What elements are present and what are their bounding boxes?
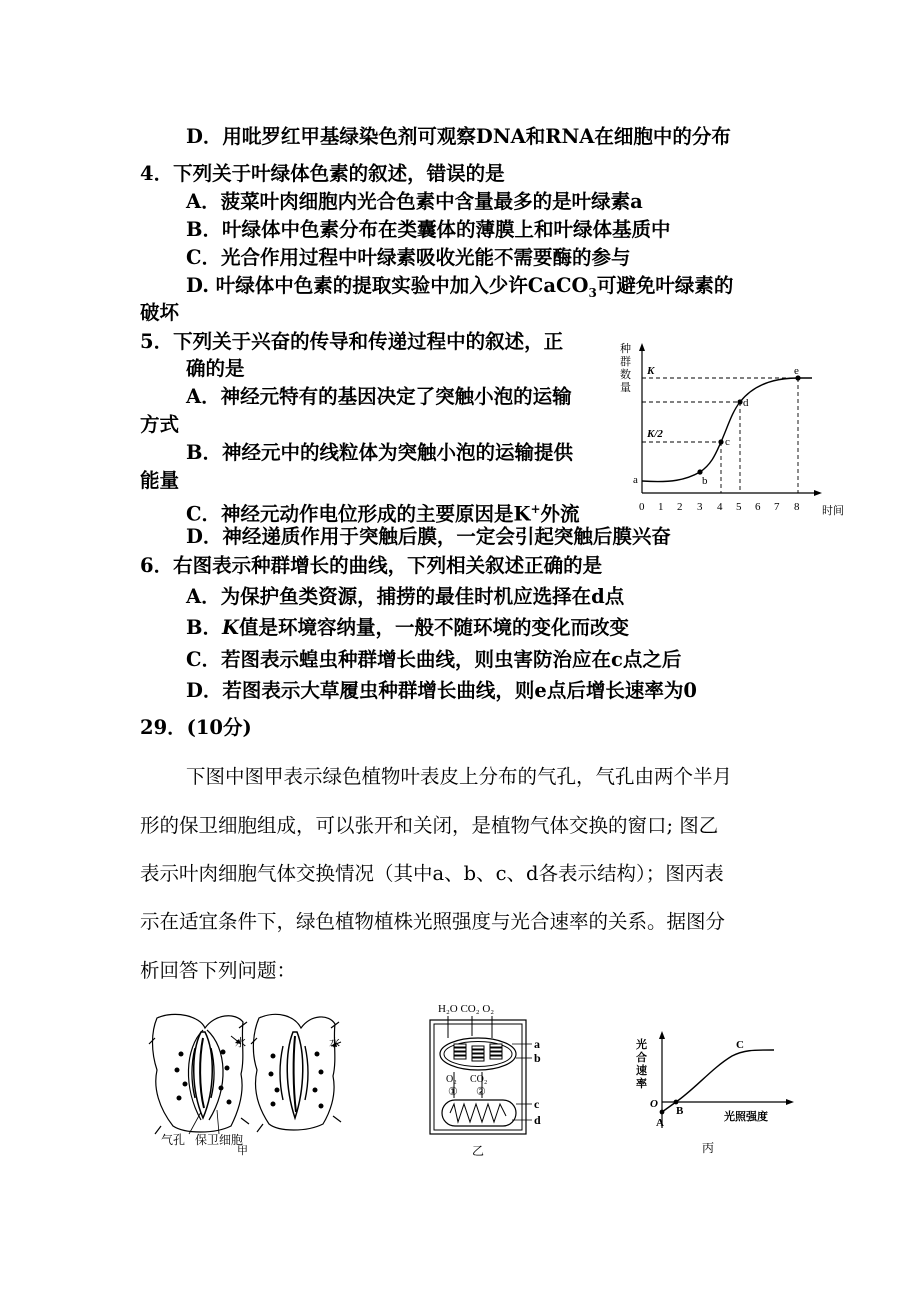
chart-s-curve <box>642 378 812 482</box>
chart-point-d <box>737 399 742 404</box>
q5-option-a-line1: A．神经元特有的基因决定了突触小泡的运输 <box>186 385 572 408</box>
q4-option-d-subscript: 3 <box>588 285 597 300</box>
chart-xtick: 7 <box>774 501 780 513</box>
stomata-right <box>251 1014 341 1132</box>
figure-yi-caption: 乙 <box>472 1144 485 1158</box>
q5-option-c-text-2: 外流 <box>540 502 580 526</box>
bing-y-arrow <box>659 1031 665 1039</box>
bing-x-arrow <box>786 1099 794 1105</box>
yi-co2: CO₂ <box>470 1074 488 1085</box>
bing-ylabel-char-1: 光 <box>636 1039 647 1051</box>
chart-k-label: K <box>647 365 655 377</box>
q4-option-d-continued: 破坏 <box>140 301 180 324</box>
bing-ylabel-char-3: 速 <box>636 1065 647 1077</box>
bing-ylabel-char-4: 率 <box>636 1078 647 1090</box>
q4-option-b: B．叶绿体中色素分布在类囊体的薄膜上和叶绿体基质中 <box>186 218 671 241</box>
chart-point-c <box>718 439 723 444</box>
q29-paragraph-line2: 形的保卫细胞组成，可以张开和关闭，是植物气体交换的窗口; 图乙 <box>140 814 719 837</box>
q4-option-d-text-2: 可避免叶绿素的 <box>596 274 734 297</box>
q4-option-c: C．光合作用过程中叶绿素吸收光能不需要酶的参与 <box>186 246 631 269</box>
q6-option-d: D．若图表示大草履虫种群增长曲线，则e点后增长速率为0 <box>186 679 697 702</box>
yi-label-d: d <box>534 1113 541 1127</box>
chart-label-c: c <box>725 436 730 448</box>
stoma-label: 气孔 <box>161 1133 186 1147</box>
q4-stem: 4．下列关于叶绿体色素的叙述，错误的是 <box>140 162 505 185</box>
chart-xtick: 4 <box>717 501 723 513</box>
q6-stem: 6．右图表示种群增长的曲线，下列相关叙述正确的是 <box>140 554 603 577</box>
yi-label-c: c <box>534 1097 540 1111</box>
q6-option-b-prefix: B． <box>186 616 222 639</box>
chart-xtick: 5 <box>736 501 742 513</box>
bing-label-b: B <box>676 1105 684 1117</box>
q5-option-c-text-1: C．神经元动作电位形成的主要原因是K <box>186 502 531 526</box>
q6-option-c: C．若图表示蝗虫种群增长曲线，则虫害防治应在c点之后 <box>186 648 682 671</box>
q29-heading: 29．(10分) <box>140 716 252 739</box>
bing-point-a <box>660 1110 665 1115</box>
bing-origin: O <box>650 1098 658 1110</box>
bing-xlabel: 光照强度 <box>724 1111 768 1123</box>
chart-y-arrow <box>639 343 645 351</box>
q6-option-a: A．为保护鱼类资源，捕捞的最佳时机应选择在d点 <box>186 585 625 608</box>
chart-xtick: 0 <box>639 501 645 513</box>
chart-xtick: 2 <box>677 501 683 513</box>
q5-option-b-line2: 能量 <box>140 469 180 492</box>
figure-jia-stomata <box>145 1008 360 1162</box>
yi-top-labels: H₂O CO₂ O₂ <box>438 1003 495 1015</box>
figure-jia-caption: 甲 <box>237 1145 248 1157</box>
chart-xlabel: 时间 <box>822 505 844 517</box>
bing-ylabel-char-2: 合 <box>636 1052 647 1064</box>
guard-cell-label: 保卫细胞 <box>195 1133 244 1147</box>
q29-paragraph-line5: 析回答下列问题： <box>140 959 297 982</box>
q5-stem-line2: 确的是 <box>186 357 245 380</box>
q5-option-b-line1: B．神经元中的线粒体为突触小泡的运输提供 <box>186 441 573 464</box>
q4-option-d <box>186 272 733 307</box>
chart-ylabel-char-4: 量 <box>620 382 631 394</box>
chart-xtick: 8 <box>794 501 800 513</box>
q5-stem-line1: 5．下列关于兴奋的传导和传递过程中的叙述，正 <box>140 330 564 353</box>
figure-yi-cell <box>420 998 550 1162</box>
q4-option-d-text-1: D. 叶绿体中色素的提取实验中加入少许CaCO <box>186 274 589 297</box>
bing-label-a: A <box>656 1117 664 1129</box>
chart-label-a: a <box>633 474 638 486</box>
population-growth-chart <box>616 338 844 528</box>
chart-ylabel-char-2: 群 <box>620 356 631 368</box>
q6-option-b <box>186 614 629 642</box>
chart-xtick: 6 <box>755 501 761 513</box>
water-label-left: 水 <box>235 1037 246 1049</box>
q4-option-a: A．菠菜叶肉细胞内光合色素中含量最多的是叶绿素a <box>186 190 643 213</box>
figure-bing-chart <box>632 1028 802 1162</box>
chart-label-e: e <box>794 365 799 377</box>
mitochondrion-cristae <box>450 1104 506 1122</box>
chart-ylabel-char-1: 种 <box>620 343 631 355</box>
chart-point-b <box>697 469 702 474</box>
q6-option-b-text: 值是环境容纳量，一般不随环境的变化而改变 <box>238 616 629 639</box>
chart-xtick: 1 <box>658 501 664 513</box>
q29-paragraph-line3: 表示叶肉细胞气体交换情况（其中a、b、c、d各表示结构）；图丙表 <box>140 862 724 885</box>
yi-num1: ① <box>448 1086 458 1098</box>
bing-curve <box>662 1050 774 1112</box>
yi-label-b: b <box>534 1051 541 1065</box>
stoma-pointer <box>189 1112 201 1134</box>
chart-k2-label: K/2 <box>647 428 663 440</box>
yi-label-a: a <box>534 1037 540 1051</box>
bing-point-b <box>674 1100 679 1105</box>
q3-option-d: D．用吡罗红甲基绿染色剂可观察DNA和RNA在细胞中的分布 <box>186 125 731 148</box>
q5-option-a-line2: 方式 <box>140 413 180 436</box>
q5-option-c-superscript: + <box>530 502 541 516</box>
chart-ylabel-char-3: 数 <box>620 369 631 381</box>
chart-xtick: 3 <box>697 501 703 513</box>
chart-label-b: b <box>702 475 708 487</box>
q6-option-b-k: K <box>221 616 239 639</box>
q29-paragraph-line4: 示在适宜条件下，绿色植物植株光照强度与光合速率的关系。据图分 <box>140 910 726 933</box>
q29-paragraph-line1: 下图中图甲表示绿色植物叶表皮上分布的气孔，气孔由两个半月 <box>186 765 733 788</box>
grana <box>454 1044 502 1061</box>
yi-o2: O₂ <box>446 1074 457 1085</box>
chart-x-arrow <box>814 490 822 496</box>
yi-num2: ② <box>476 1086 486 1098</box>
bing-label-c: C <box>736 1039 744 1051</box>
water-label-right: 水 <box>329 1037 340 1049</box>
q5-option-d: D．神经递质作用于突触后膜，一定会引起突触后膜兴奋 <box>186 525 671 548</box>
figure-bing-caption: 丙 <box>702 1141 715 1155</box>
chart-label-d: d <box>743 397 749 409</box>
